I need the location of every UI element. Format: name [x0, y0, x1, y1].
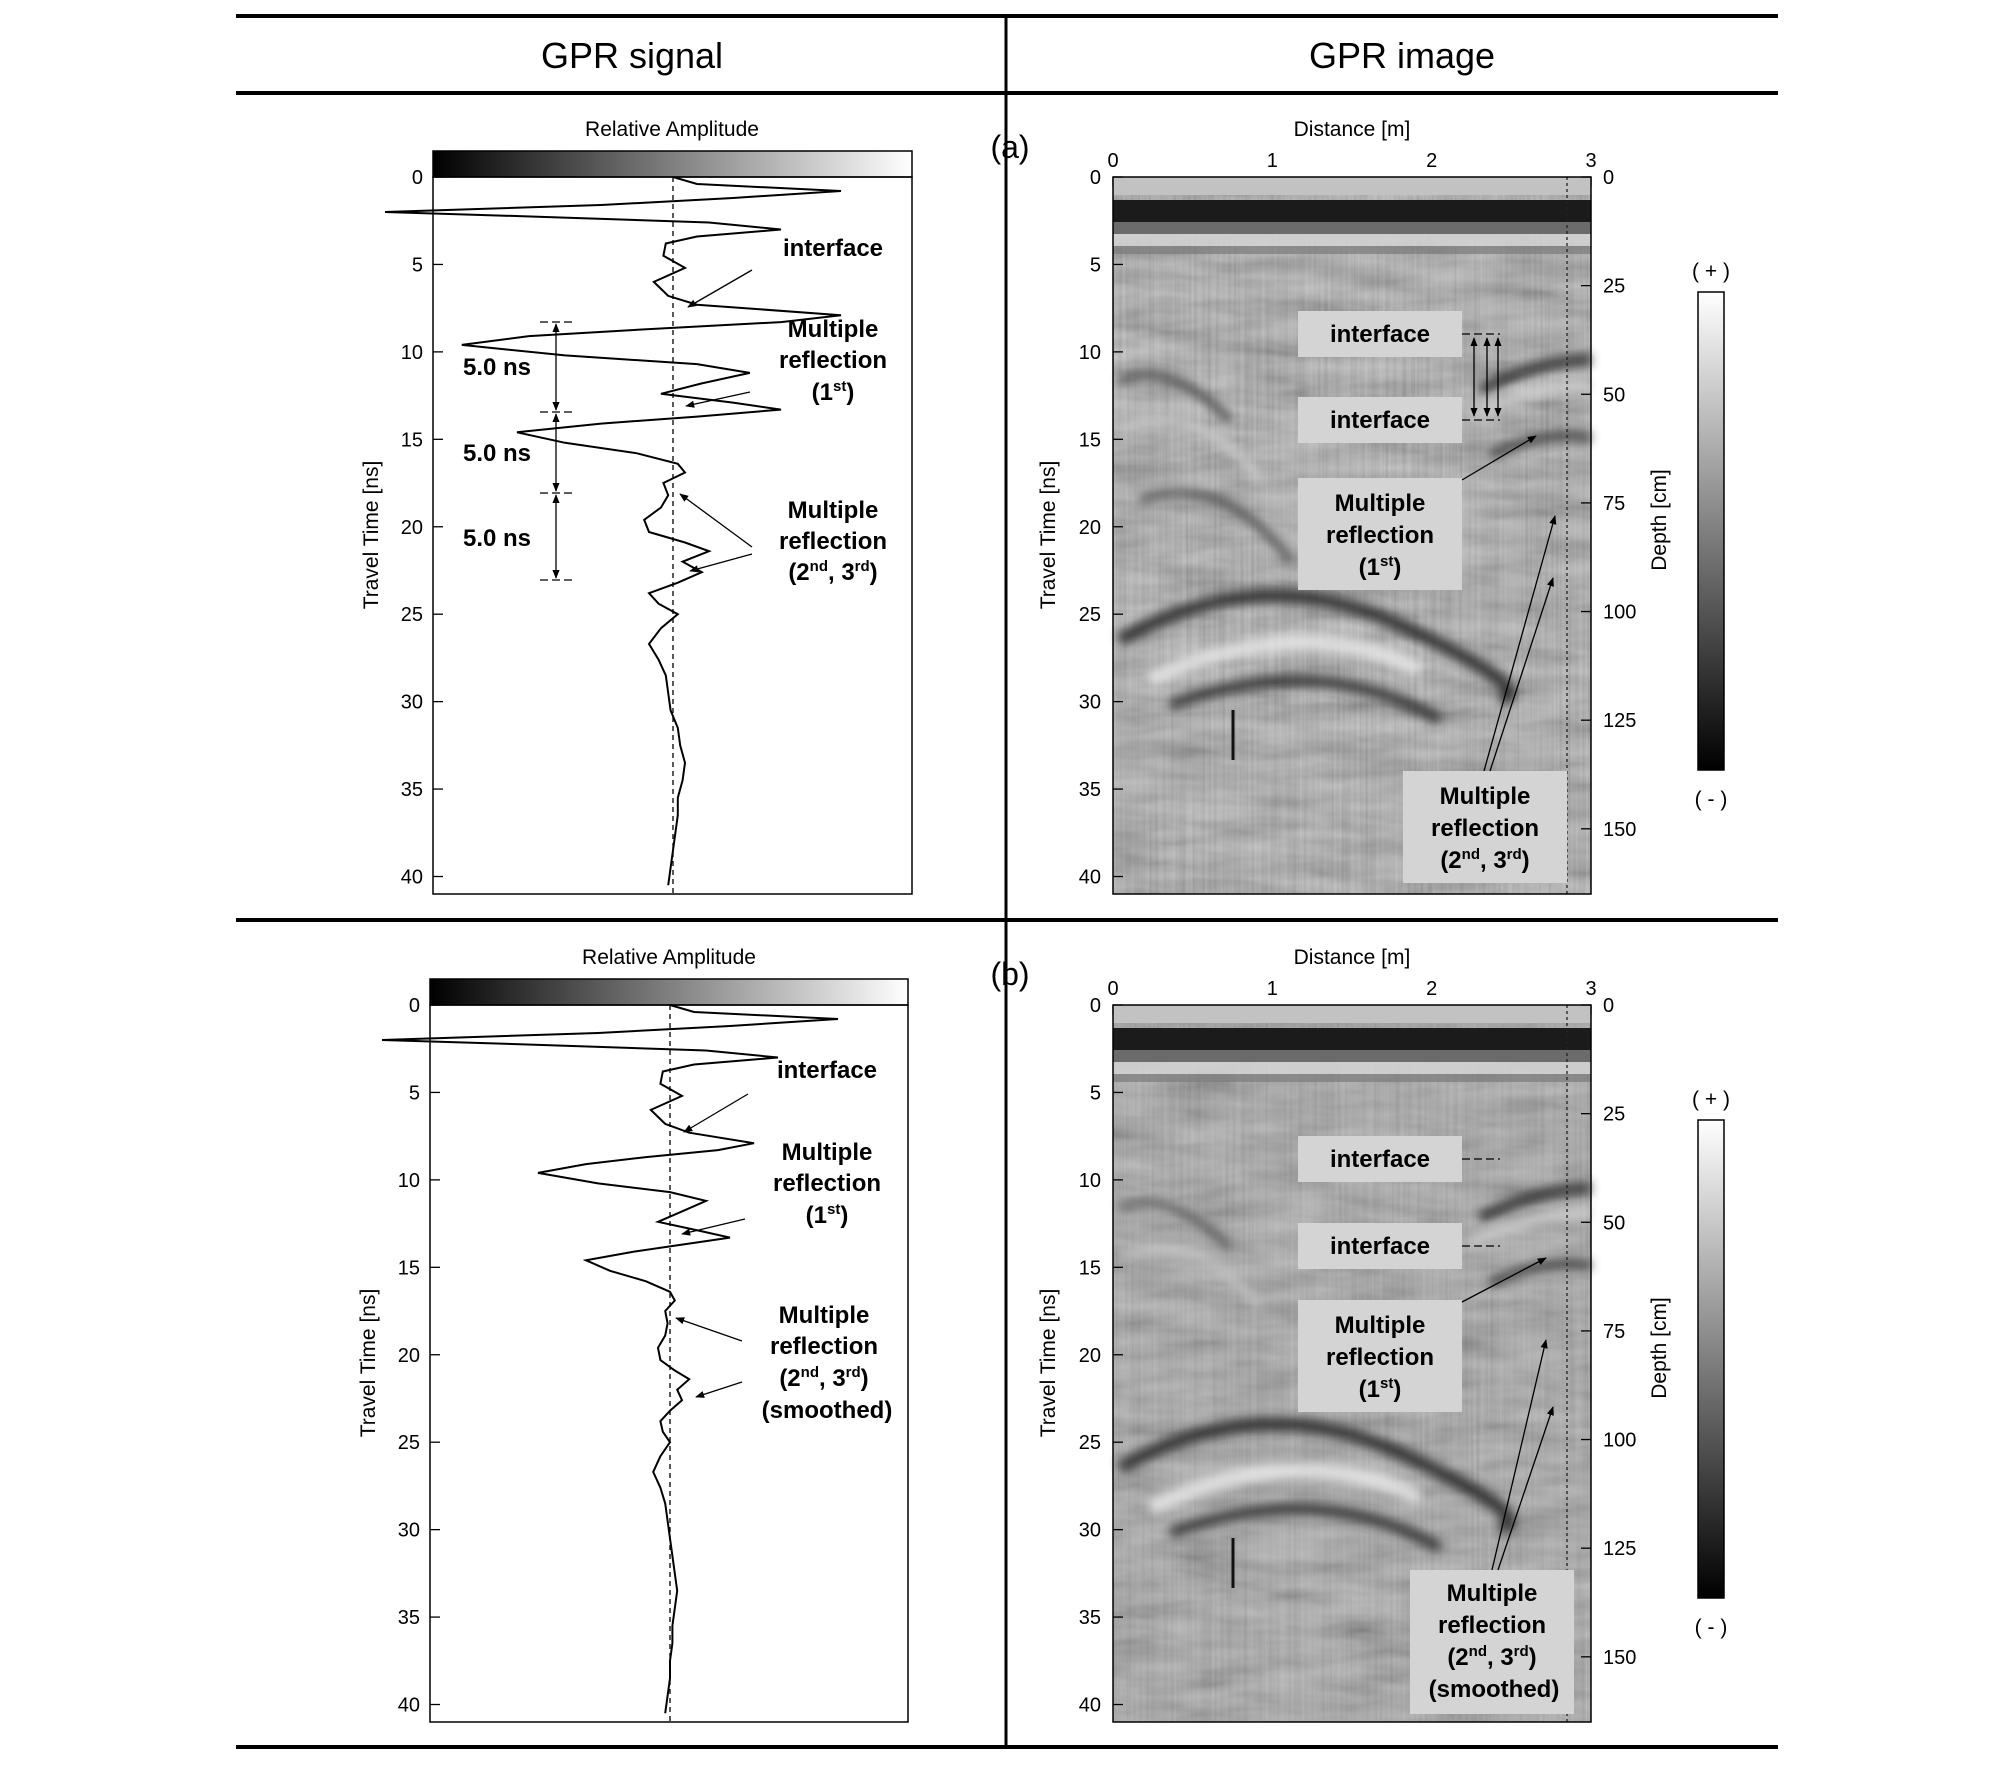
ytick-label: 20	[1078, 1344, 1101, 1367]
img-mr1-line2: reflection	[1325, 1344, 1435, 1371]
signal-mr1-label-a	[779, 316, 887, 406]
signal-mr2-label-a	[779, 497, 887, 586]
img-mr2-line1: Multiple	[1439, 783, 1531, 810]
interface-arrow-a	[688, 270, 752, 307]
img-mr1-line3: (1st)	[1358, 553, 1402, 581]
mr2-arrow2-a	[690, 554, 752, 571]
signal-mr2-label-b	[762, 1302, 893, 1424]
ytick-label: 35	[1078, 1607, 1101, 1630]
ytick-label: 5	[408, 1082, 420, 1105]
image-ylabel-b: Travel Time [ns]	[1037, 1288, 1060, 1438]
depth-tick-label: 25	[1603, 1103, 1626, 1126]
img-mr1-line1: Multiple	[1334, 1312, 1426, 1339]
gpr-image-plot-b	[1037, 946, 1730, 1722]
ytick-label: 25	[397, 1432, 420, 1455]
image-y2label-b: Depth [cm]	[1648, 1297, 1671, 1399]
mr2-line1: Multiple	[778, 1302, 870, 1329]
mr2-arrow2-b	[696, 1382, 742, 1397]
depth-tick-label: 100	[1603, 1429, 1637, 1452]
signal-colorbar-label-b: Relative Amplitude	[582, 946, 756, 969]
mr2-line2: reflection	[778, 528, 888, 555]
img-mr2-line3: (2nd, 3rd)	[1447, 1643, 1537, 1671]
ytick-label: 35	[400, 779, 423, 802]
depth-tick-label: 25	[1603, 275, 1626, 298]
image-xlabel-b: Distance [m]	[1293, 946, 1411, 969]
ytick-label: 30	[1078, 1519, 1101, 1542]
depth-tick-label: 125	[1603, 710, 1637, 733]
img-mr2-line4: (smoothed)	[1428, 1676, 1560, 1703]
image-interface2-label-b: interface	[1329, 1233, 1431, 1260]
gpr-image-plot-a	[1037, 118, 1730, 894]
xtick-label: 1	[1266, 150, 1278, 172]
ytick-label: 10	[397, 1169, 420, 1192]
xtick-label: 2	[1426, 150, 1438, 172]
spacing-label-3-a: 5.0 ns	[462, 525, 532, 552]
ytick-label: 0	[408, 995, 420, 1017]
ytick-label: 40	[1078, 1694, 1101, 1717]
colorbar-minus-a: ( - )	[1694, 788, 1728, 811]
ytick-label: 35	[397, 1607, 420, 1630]
signal-axes-frame-b	[430, 1005, 908, 1722]
mr1-line2: reflection	[778, 347, 888, 374]
ytick-label: 0	[1089, 995, 1101, 1017]
mr2-arrow1-b	[676, 1318, 742, 1341]
image-interface2-label-a: interface	[1329, 407, 1431, 434]
mr2-line1: Multiple	[787, 497, 879, 524]
ytick-label: 20	[400, 516, 423, 539]
img-mr2-line1: Multiple	[1446, 1580, 1538, 1607]
signal-interface-label-b: interface	[776, 1057, 878, 1084]
signal-yticks-a	[401, 167, 443, 889]
mr1-line2: reflection	[772, 1170, 882, 1197]
depth-tick-label: 150	[1603, 818, 1637, 841]
image-mr2-label-a	[1431, 783, 1539, 874]
ytick-label: 15	[400, 429, 423, 452]
ytick-label: 40	[397, 1694, 420, 1717]
ytick-label: 30	[397, 1519, 420, 1542]
signal-plot-a	[360, 118, 912, 894]
image-colorbar-a	[1698, 292, 1724, 770]
ytick-label: 25	[400, 604, 423, 627]
ytick-label: 30	[1078, 691, 1101, 714]
depth-tick-label: 75	[1603, 1320, 1626, 1343]
interface-arrow-b	[684, 1094, 748, 1132]
signal-yticks-b	[398, 995, 440, 1717]
header-gpr-image: GPR image	[1308, 35, 1496, 76]
img-mr2-line3: (2nd, 3rd)	[1440, 846, 1530, 874]
depth-tick-label: 100	[1603, 601, 1637, 624]
spacing-label-1-a: 5.0 ns	[462, 354, 532, 381]
ytick-label: 10	[400, 341, 423, 364]
xtick-label: 1	[1266, 978, 1278, 1000]
colorbar-minus-b: ( - )	[1694, 1616, 1728, 1639]
ytick-label: 40	[400, 866, 423, 889]
amplitude-colorbar-b	[430, 979, 908, 1005]
image-ylabel-a: Travel Time [ns]	[1037, 460, 1060, 610]
mr2-arrow1-a	[680, 494, 752, 547]
xtick-label: 0	[1107, 978, 1119, 1000]
spacing-indicators-a	[540, 322, 572, 580]
signal-ylabel-b: Travel Time [ns]	[357, 1288, 380, 1438]
ytick-label: 25	[1078, 604, 1101, 627]
depth-tick-label: 75	[1603, 492, 1626, 515]
mr1-line1: Multiple	[787, 316, 879, 343]
depth-tick-label: 150	[1603, 1646, 1637, 1669]
amplitude-colorbar-a	[433, 151, 912, 177]
image-y2label-a: Depth [cm]	[1648, 469, 1671, 571]
panel-label-b: (b)	[990, 956, 1030, 992]
ytick-label: 40	[1078, 866, 1101, 889]
ytick-label: 15	[1078, 429, 1101, 452]
mr1-line1: Multiple	[781, 1139, 873, 1166]
mr1-line3: (1st)	[805, 1201, 849, 1229]
img-mr1-line1: Multiple	[1334, 490, 1426, 517]
spacing-label-2-a: 5.0 ns	[462, 440, 532, 467]
depth-tick-label: 50	[1603, 1212, 1626, 1235]
mr2-line3: (2nd, 3rd)	[779, 1364, 869, 1392]
xtick-label: 3	[1585, 150, 1597, 172]
signal-colorbar-label-a: Relative Amplitude	[585, 118, 759, 141]
ytick-label: 5	[1089, 1082, 1101, 1105]
xtick-label: 3	[1585, 978, 1597, 1000]
signal-plot-b	[357, 946, 908, 1722]
image-interface1-label-a: interface	[1329, 321, 1431, 348]
ytick-label: 15	[397, 1257, 420, 1280]
panel-b	[357, 946, 1730, 1722]
image-interface1-label-b: interface	[1329, 1146, 1431, 1173]
img-mr1-line3: (1st)	[1358, 1375, 1402, 1403]
header-gpr-signal: GPR signal	[540, 35, 724, 76]
img-mr1-line2: reflection	[1325, 522, 1435, 549]
xtick-label: 0	[1107, 150, 1119, 172]
depth-tick-label: 50	[1603, 384, 1626, 407]
mr2-line4: (smoothed)	[761, 1397, 893, 1424]
panel-label-a: (a)	[990, 129, 1030, 165]
ytick-label: 35	[1078, 779, 1101, 802]
ytick-label: 30	[400, 691, 423, 714]
mr2-line2: reflection	[769, 1333, 879, 1360]
colorbar-plus-a: ( + )	[1692, 260, 1730, 283]
ytick-label: 10	[1078, 1169, 1101, 1192]
signal-interface-label-a: interface	[782, 235, 884, 262]
image-colorbar-b	[1698, 1120, 1724, 1598]
img-mr2-line2: reflection	[1437, 1612, 1547, 1639]
ytick-label: 15	[1078, 1257, 1101, 1280]
panel-a	[360, 118, 1730, 894]
signal-mr1-label-b	[773, 1139, 881, 1229]
ytick-label: 0	[411, 167, 423, 189]
ytick-label: 5	[411, 254, 423, 277]
image-xlabel-a: Distance [m]	[1293, 118, 1411, 141]
xtick-label: 2	[1426, 978, 1438, 1000]
depth-tick-label: 0	[1603, 167, 1615, 189]
ytick-label: 5	[1089, 254, 1101, 277]
depth-tick-label: 125	[1603, 1538, 1637, 1561]
colorbar-plus-b: ( + )	[1692, 1088, 1730, 1111]
depth-tick-label: 0	[1603, 995, 1615, 1017]
ytick-label: 20	[397, 1344, 420, 1367]
ytick-label: 0	[1089, 167, 1101, 189]
mr1-arrow-b	[682, 1219, 745, 1234]
ytick-label: 20	[1078, 516, 1101, 539]
mr1-line3: (1st)	[811, 378, 855, 406]
ytick-label: 25	[1078, 1432, 1101, 1455]
mr2-line3: (2nd, 3rd)	[788, 558, 878, 586]
signal-trace-a	[385, 177, 841, 885]
ytick-label: 10	[1078, 341, 1101, 364]
signal-ylabel-a: Travel Time [ns]	[360, 460, 383, 610]
img-mr2-line2: reflection	[1430, 815, 1540, 842]
